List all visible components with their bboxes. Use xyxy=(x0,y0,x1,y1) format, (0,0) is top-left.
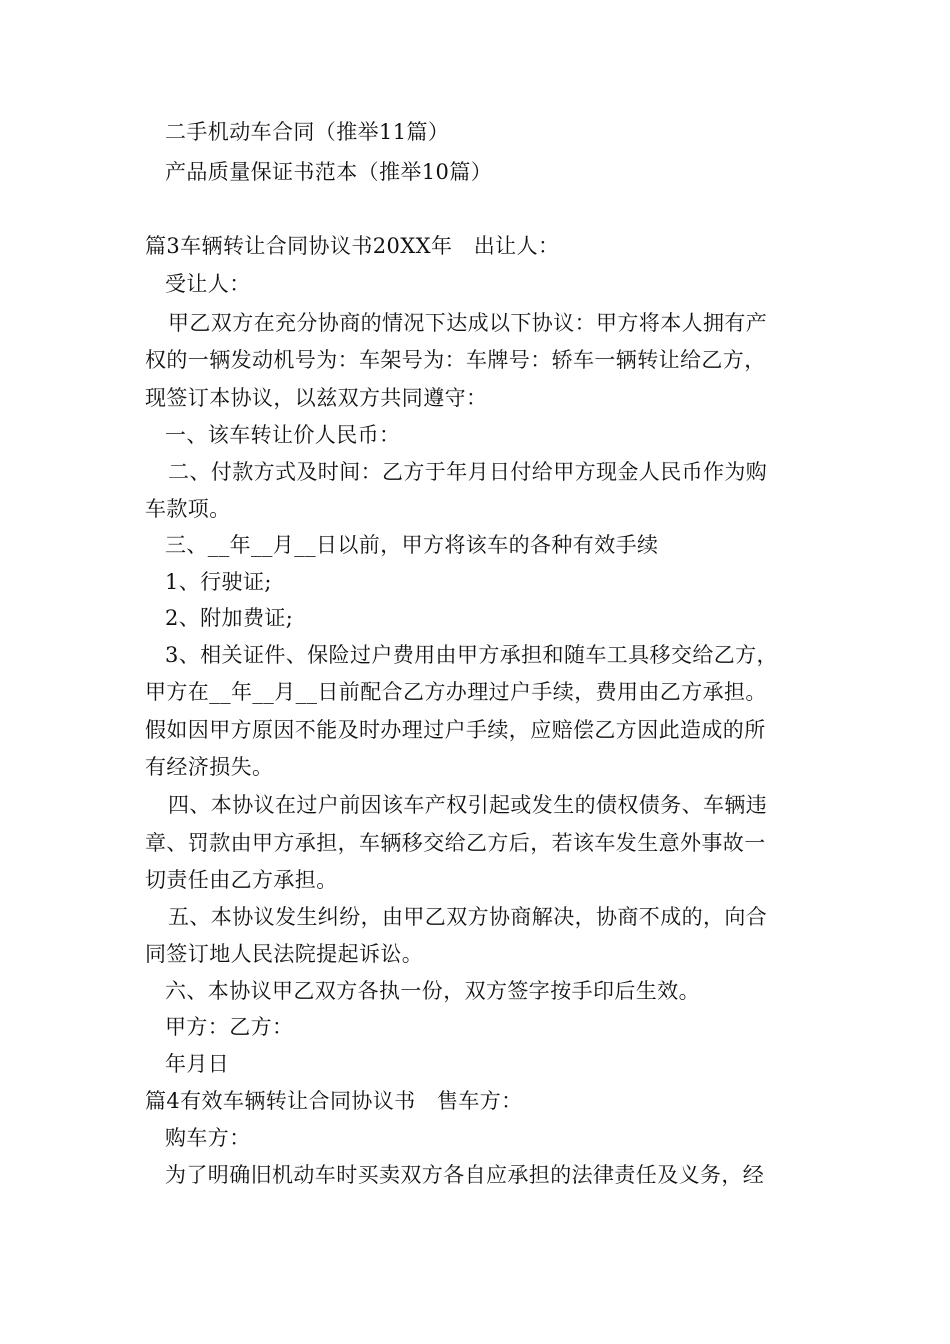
text-line: 四、本协议在过户前因该车产权引起或发生的债权债务、车辆违 xyxy=(168,793,768,817)
text-line: 有经济损失。 xyxy=(145,755,274,779)
text-line: 年月日 xyxy=(165,1052,230,1076)
text-line: 为了明确旧机动车时买卖双方各自应承担的法律责任及义务，经 xyxy=(165,1163,765,1187)
related-link-line: 产品质量保证书范本（推举10篇） xyxy=(165,160,493,184)
text-line: 切责任由乙方承担。 xyxy=(145,868,338,892)
text-line: 甲方：乙方： xyxy=(165,1015,294,1039)
text-line: 2、附加费证; xyxy=(165,606,294,630)
text-line: 受让人： xyxy=(165,272,251,296)
text-line: 甲方在__年__月__日前配合乙方办理过户手续，费用由乙方承担。 xyxy=(145,680,767,704)
section-heading: 篇3车辆转让合同协议书20XX年 出让人： xyxy=(145,234,560,258)
text-line: 三、__年__月__日以前，甲方将该车的各种有效手续 xyxy=(165,533,659,557)
text-line: 章、罚款由甲方承担，车辆移交给乙方后，若该车发生意外事故一 xyxy=(145,831,766,855)
text-line: 五、本协议发生纠纷，由甲乙双方协商解决，协商不成的，向合 xyxy=(168,905,768,929)
text-line: 权的一辆发动机号为：车架号为：车牌号：轿车一辆转让给乙方， xyxy=(145,348,766,372)
section-heading: 篇4有效车辆转让合同协议书 售车方： xyxy=(145,1089,523,1113)
text-line: 六、本协议甲乙双方各执一份，双方签字按手印后生效。 xyxy=(165,979,700,1003)
related-link-line: 二手机动车合同（推举11篇） xyxy=(165,120,450,144)
text-line: 购车方： xyxy=(165,1126,251,1150)
text-line: 假如因甲方原因不能及时办理过户手续，应赔偿乙方因此造成的所 xyxy=(145,718,766,742)
text-line: 1、行驶证; xyxy=(165,570,272,594)
text-line: 一、该车转让价人民币： xyxy=(165,423,401,447)
text-line: 甲乙双方在充分协商的情况下达成以下协议：甲方将本人拥有产 xyxy=(168,311,768,335)
text-line: 同签订地人民法院提起诉讼。 xyxy=(145,942,424,966)
text-line: 现签订本协议，以兹双方共同遵守： xyxy=(145,386,488,410)
text-line: 3、相关证件、保险过户费用由甲方承担和随车工具移交给乙方， xyxy=(165,643,778,667)
text-line: 二、付款方式及时间：乙方于年月日付给甲方现金人民币作为购 xyxy=(168,460,768,484)
text-line: 车款项。 xyxy=(145,497,231,521)
